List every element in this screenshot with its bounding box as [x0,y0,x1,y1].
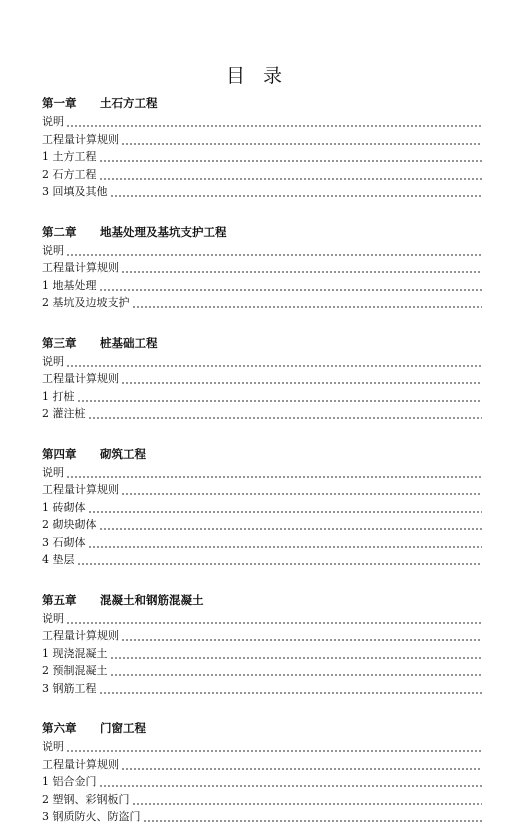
chapter-title: 桩基础工程 [100,335,158,350]
dot-leader [99,148,483,166]
toc-entry-label: 工程量计算规则 [42,483,119,496]
toc-entry[interactable] [42,627,482,645]
chapter-title: 门窗工程 [100,721,146,735]
toc-entry-label: 1 现浇混凝土 [42,646,108,660]
toc-entry[interactable] [42,756,482,774]
toc-entry-label: 1 砖砌体 [42,500,86,514]
dot-leader [132,791,483,809]
toc-entry-label: 2 石方工程 [42,167,97,181]
dot-leader [66,242,482,260]
chapter-number: 第五章 [42,592,77,607]
toc-entry-label: 工程量计算规则 [42,629,119,642]
toc-entry[interactable] [42,370,482,388]
dot-leader [121,370,482,388]
toc-entry[interactable] [42,353,482,371]
toc-entry-label: 2 预制混凝土 [42,664,108,677]
chapter-title: 土石方工程 [100,96,158,110]
toc-entry[interactable] [42,499,482,517]
chapter-section [42,223,482,312]
toc-entry[interactable] [42,680,482,698]
chapter-heading[interactable] [42,591,482,610]
dot-leader [110,645,483,663]
chapter-title: 砌筑工程 [100,446,146,461]
toc-entry[interactable] [42,610,482,628]
chapter-section [42,719,482,826]
toc-entry-label: 3 回填及其他 [42,185,108,198]
toc-entry-label: 1 土方工程 [42,150,97,163]
dot-leader [66,610,482,628]
dot-leader [99,277,483,295]
chapter-heading[interactable] [42,223,482,242]
chapter-title: 混凝土和钢筋混凝土 [100,592,204,607]
dot-leader [88,405,483,423]
toc-entry-label: 说明 [42,243,64,257]
chapter-number: 第四章 [42,446,77,461]
toc-entry-label: 3 钢质防火、防盗门 [42,810,141,823]
toc-entry[interactable] [42,662,482,680]
toc-entry[interactable] [42,551,482,569]
dot-leader [66,738,482,756]
toc-entry[interactable] [42,808,482,826]
toc-entry-label: 说明 [42,465,64,479]
toc-entry[interactable] [42,166,482,184]
toc-entry[interactable] [42,183,482,201]
toc-entry[interactable] [42,277,482,295]
toc-entry[interactable] [42,773,482,791]
toc-entry-label: 2 基坑及边坡支护 [42,296,130,309]
dot-leader [121,627,482,645]
toc-entry-label: 3 钢筋工程 [42,681,97,695]
dot-leader [66,353,482,371]
toc-entry-label: 工程量计算规则 [42,132,119,146]
chapter-section [42,334,482,423]
toc-entry-label: 工程量计算规则 [42,372,119,385]
toc-entry[interactable] [42,645,482,663]
toc-entry[interactable] [42,259,482,277]
toc-entry[interactable] [42,481,482,499]
toc-entry[interactable] [42,738,482,756]
toc-entry[interactable] [42,405,482,423]
toc-entry-label: 工程量计算规则 [42,757,119,771]
dot-leader [99,516,483,534]
dot-leader [77,388,483,406]
toc-entry-label: 2 砌块砌体 [42,518,97,531]
toc-entry[interactable] [42,148,482,166]
chapter-heading[interactable] [42,334,482,353]
dot-leader [121,481,482,499]
table-of-contents [42,94,482,826]
toc-entry[interactable] [42,242,482,260]
chapter-number: 第六章 [42,721,77,735]
page-title: 目 录 [225,65,289,87]
dot-leader [110,183,483,201]
toc-entry[interactable] [42,131,482,149]
toc-entry[interactable] [42,516,482,534]
dot-leader [77,551,483,569]
toc-entry[interactable] [42,464,482,482]
toc-entry-label: 1 地基处理 [42,278,97,292]
toc-entry-label: 工程量计算规则 [42,261,119,274]
dot-leader [66,113,482,131]
toc-entry[interactable] [42,294,482,312]
dot-leader [99,773,483,791]
dot-leader [121,756,482,774]
chapter-heading[interactable] [42,719,482,738]
dot-leader [99,166,483,184]
chapter-number: 第三章 [42,335,77,350]
dot-leader [66,464,482,482]
dot-leader [121,131,482,149]
chapter-title: 地基处理及基坑支护工程 [100,224,227,239]
dot-leader [99,680,483,698]
chapter-section [42,94,482,201]
toc-entry-label: 3 石砌体 [42,535,86,549]
toc-entry[interactable] [42,534,482,552]
dot-leader [88,499,483,517]
toc-entry-label: 说明 [42,354,64,368]
toc-entry-label: 2 灌注桩 [42,407,86,420]
dot-leader [132,294,483,312]
toc-entry-label: 1 铝合金门 [42,775,97,788]
chapter-number: 第一章 [42,96,77,110]
chapter-heading[interactable] [42,445,482,464]
toc-entry[interactable] [42,113,482,131]
toc-entry-label: 2 塑钢、彩钢板门 [42,792,130,806]
toc-entry-label: 说明 [42,740,64,753]
dot-leader [143,808,483,826]
toc-entry-label: 说明 [42,611,64,625]
dot-leader [121,259,482,277]
toc-entry-label: 1 打桩 [42,389,75,403]
toc-entry-label: 说明 [42,115,64,128]
dot-leader [88,534,483,552]
toc-entry[interactable] [42,791,482,809]
chapter-number: 第二章 [42,224,77,239]
dot-leader [110,662,483,680]
toc-entry[interactable] [42,388,482,406]
chapter-section [42,445,482,569]
chapter-heading[interactable] [42,94,482,113]
chapter-section [42,591,482,698]
toc-entry-label: 4 垫层 [42,553,75,566]
